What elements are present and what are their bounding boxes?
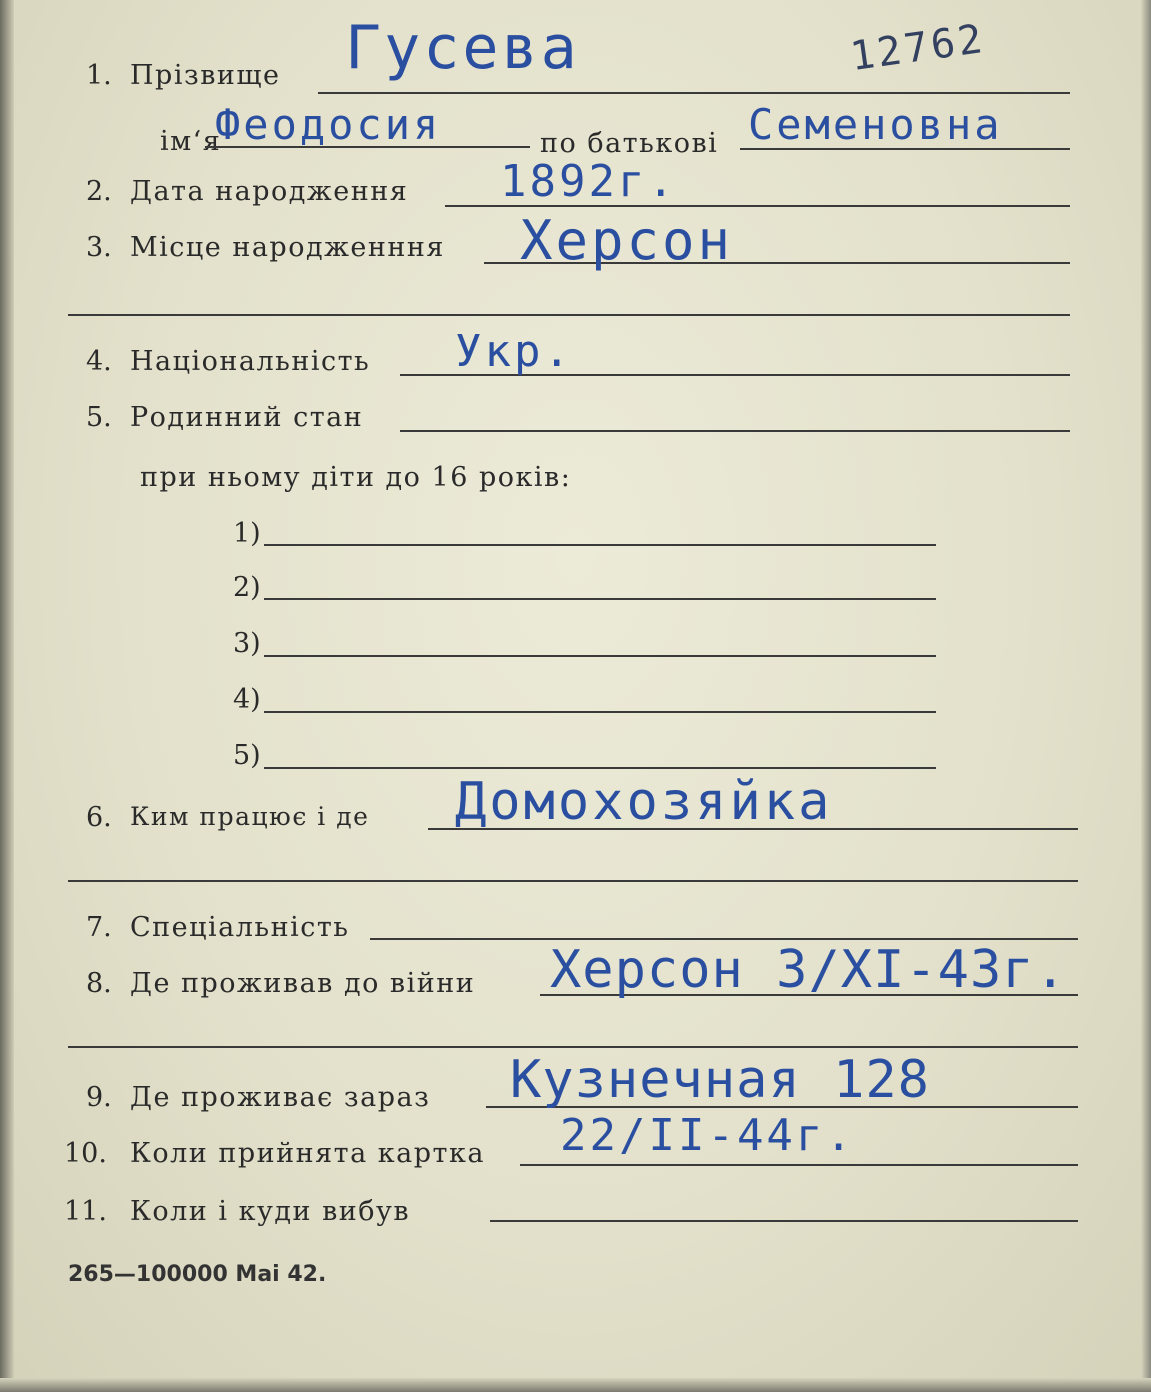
surname-line — [318, 92, 1070, 94]
birth-place-label: Місце народженння — [130, 232, 445, 263]
paper-edge-bottom — [0, 1378, 1151, 1392]
occupation-value: Домохозяйка — [455, 772, 833, 832]
marital-status-label: Родинний стан — [130, 402, 364, 433]
child-2-line — [264, 598, 936, 600]
child-2-number: 2) — [233, 572, 261, 603]
card-accepted-label: Коли прийнята картка — [130, 1138, 485, 1169]
current-residence-label: Де проживає зараз — [130, 1082, 431, 1113]
field-1-number: 1. — [86, 60, 112, 91]
field-7-number: 7. — [86, 912, 112, 943]
field-5-number: 5. — [86, 402, 112, 433]
patronymic-label: по батькові — [540, 128, 719, 159]
card-number: 12762 — [847, 15, 988, 81]
birth-date-label: Дата народження — [130, 176, 409, 207]
child-5-number: 5) — [233, 740, 261, 771]
field-9-number: 9. — [86, 1082, 112, 1113]
field-4-number: 4. — [86, 346, 112, 377]
first-name-label: ім‘я — [160, 126, 222, 157]
card-accepted-line — [520, 1164, 1078, 1166]
child-3-number: 3) — [233, 628, 261, 659]
occupation-line-2 — [68, 880, 1078, 882]
prewar-residence-label: Де проживав до війни — [130, 968, 476, 999]
nationality-value: Укр. — [455, 326, 573, 377]
surname-label: Прізвище — [130, 60, 281, 91]
surname-value: Гусева — [345, 13, 580, 83]
first-name-value: Феодосия — [215, 100, 442, 149]
departure-line — [490, 1220, 1078, 1222]
marital-status-line — [400, 430, 1070, 432]
specialty-label: Спеціальність — [130, 912, 350, 943]
occupation-label: Ким працює і де — [130, 802, 370, 831]
birth-date-value: 1892г. — [500, 156, 677, 207]
patronymic-value: Семеновна — [748, 100, 1003, 149]
field-8-number: 8. — [86, 968, 112, 999]
current-residence-value: Кузнечная 128 — [510, 1050, 930, 1110]
child-4-line — [264, 711, 936, 713]
birth-place-value: Херсон — [520, 209, 734, 272]
paper-edge-left — [0, 0, 14, 1392]
prewar-residence-line-2 — [68, 1046, 1078, 1048]
child-1-line — [264, 544, 936, 546]
child-1-number: 1) — [233, 518, 261, 549]
field-3-number: 3. — [86, 232, 112, 263]
field-2-number: 2. — [86, 176, 112, 207]
child-3-line — [264, 655, 936, 657]
field-6-number: 6. — [86, 802, 112, 833]
paper-edge-right — [1141, 0, 1151, 1392]
departure-label: Коли і куди вибув — [130, 1196, 411, 1227]
nationality-label: Національність — [130, 346, 371, 377]
field-10-number: 10. — [64, 1138, 107, 1169]
prewar-residence-value: Херсон 3/XI-43г. — [550, 940, 1067, 1000]
card-accepted-value: 22/II-44г. — [560, 1110, 855, 1161]
print-code: 265—100000 Mai 42. — [68, 1262, 327, 1287]
field-11-number: 11. — [64, 1196, 107, 1227]
children-label: при ньому діти до 16 років: — [140, 462, 572, 493]
birth-place-line-2 — [68, 314, 1070, 316]
child-5-line — [264, 767, 936, 769]
child-4-number: 4) — [233, 684, 261, 715]
